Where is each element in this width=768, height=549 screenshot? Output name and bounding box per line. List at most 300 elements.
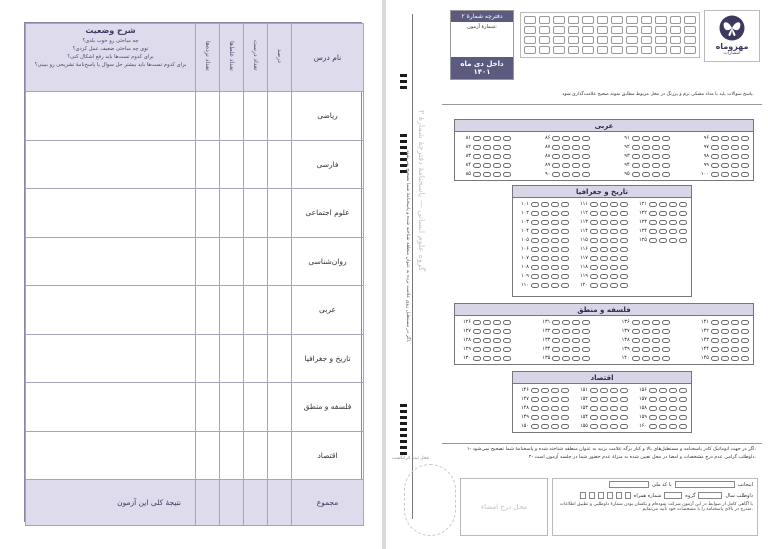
answer-bubble[interactable]	[662, 163, 670, 168]
answer-bubble[interactable]	[541, 220, 549, 225]
answer-bubble[interactable]	[493, 338, 501, 343]
code-bubble[interactable]	[524, 36, 536, 44]
code-bubble[interactable]	[684, 26, 696, 34]
answer-bubble[interactable]	[642, 338, 650, 343]
answer-bubble[interactable]	[731, 136, 739, 141]
subject-count-cell[interactable]	[244, 431, 268, 480]
answer-bubble[interactable]	[483, 338, 491, 343]
answer-bubble[interactable]	[620, 424, 628, 429]
answer-bubble[interactable]	[711, 329, 719, 334]
subject-count-cell[interactable]	[268, 140, 292, 189]
subject-description-cell[interactable]	[26, 189, 196, 238]
answer-bubble[interactable]	[649, 229, 657, 234]
answer-bubble[interactable]	[551, 415, 559, 420]
answer-bubble[interactable]	[590, 229, 598, 234]
answer-bubble[interactable]	[572, 154, 580, 159]
answer-bubble[interactable]	[711, 154, 719, 159]
answer-bubble[interactable]	[473, 329, 481, 334]
answer-bubble[interactable]	[590, 238, 598, 243]
answer-bubble[interactable]	[669, 238, 677, 243]
subject-count-cell[interactable]	[196, 286, 220, 335]
answer-bubble[interactable]	[632, 329, 640, 334]
answer-bubble[interactable]	[503, 172, 511, 177]
answer-bubble[interactable]	[552, 145, 560, 150]
subject-description-cell[interactable]	[26, 140, 196, 189]
total-cell[interactable]	[220, 480, 244, 526]
answer-bubble[interactable]	[662, 329, 670, 334]
answer-bubble[interactable]	[590, 424, 598, 429]
code-bubble[interactable]	[597, 16, 609, 24]
answer-bubble[interactable]	[642, 172, 650, 177]
answer-bubble[interactable]	[741, 338, 749, 343]
answer-bubble[interactable]	[632, 338, 640, 343]
answer-bubble[interactable]	[572, 172, 580, 177]
answer-bubble[interactable]	[582, 320, 590, 325]
answer-bubble[interactable]	[562, 347, 570, 352]
answer-bubble[interactable]	[600, 247, 608, 252]
answer-bubble[interactable]	[741, 154, 749, 159]
answer-bubble[interactable]	[649, 397, 657, 402]
subject-count-cell[interactable]	[220, 92, 244, 141]
answer-bubble[interactable]	[662, 154, 670, 159]
code-bubble[interactable]	[553, 16, 565, 24]
answer-bubble[interactable]	[582, 338, 590, 343]
answer-bubble[interactable]	[659, 397, 667, 402]
answer-bubble[interactable]	[541, 238, 549, 243]
answer-bubble[interactable]	[721, 172, 729, 177]
answer-bubble[interactable]	[669, 397, 677, 402]
code-bubble[interactable]	[611, 36, 623, 44]
answer-bubble[interactable]	[662, 320, 670, 325]
answer-bubble[interactable]	[649, 211, 657, 216]
answer-bubble[interactable]	[741, 145, 749, 150]
answer-bubble[interactable]	[503, 154, 511, 159]
answer-bubble[interactable]	[610, 247, 618, 252]
subject-count-cell[interactable]	[244, 189, 268, 238]
national-code-field[interactable]	[609, 481, 649, 488]
code-bubble[interactable]	[582, 36, 594, 44]
code-bubble[interactable]	[670, 46, 682, 54]
subject-count-cell[interactable]	[196, 431, 220, 480]
answer-bubble[interactable]	[551, 202, 559, 207]
code-bubble[interactable]	[684, 46, 696, 54]
answer-bubble[interactable]	[632, 154, 640, 159]
subject-count-cell[interactable]	[244, 237, 268, 286]
answer-bubble[interactable]	[741, 347, 749, 352]
answer-bubble[interactable]	[620, 283, 628, 288]
answer-bubble[interactable]	[679, 424, 687, 429]
subject-count-cell[interactable]	[220, 334, 244, 383]
answer-bubble[interactable]	[473, 347, 481, 352]
answer-bubble[interactable]	[562, 154, 570, 159]
answer-bubble[interactable]	[483, 136, 491, 141]
answer-bubble[interactable]	[731, 145, 739, 150]
answer-bubble[interactable]	[531, 274, 539, 279]
answer-bubble[interactable]	[610, 229, 618, 234]
answer-bubble[interactable]	[721, 136, 729, 141]
subject-count-cell[interactable]	[268, 237, 292, 286]
name-field[interactable]	[675, 481, 735, 488]
subject-description-cell[interactable]	[26, 237, 196, 286]
answer-bubble[interactable]	[652, 320, 660, 325]
answer-bubble[interactable]	[610, 406, 618, 411]
answer-bubble[interactable]	[662, 136, 670, 141]
answer-bubble[interactable]	[731, 172, 739, 177]
subject-count-cell[interactable]	[244, 286, 268, 335]
answer-bubble[interactable]	[503, 163, 511, 168]
subject-count-cell[interactable]	[244, 140, 268, 189]
subject-count-cell[interactable]	[244, 334, 268, 383]
answer-bubble[interactable]	[652, 163, 660, 168]
answer-bubble[interactable]	[600, 283, 608, 288]
answer-bubble[interactable]	[483, 329, 491, 334]
answer-bubble[interactable]	[503, 136, 511, 141]
answer-bubble[interactable]	[642, 163, 650, 168]
answer-bubble[interactable]	[659, 238, 667, 243]
code-bubble[interactable]	[582, 16, 594, 24]
code-bubble[interactable]	[655, 46, 667, 54]
answer-bubble[interactable]	[600, 238, 608, 243]
answer-bubble[interactable]	[561, 415, 569, 420]
code-bubble[interactable]	[655, 26, 667, 34]
answer-bubble[interactable]	[503, 356, 511, 361]
answer-bubble[interactable]	[531, 424, 539, 429]
answer-bubble[interactable]	[493, 136, 501, 141]
subject-description-cell[interactable]	[26, 383, 196, 432]
code-bubble[interactable]	[553, 46, 565, 54]
code-bubble[interactable]	[684, 16, 696, 24]
answer-bubble[interactable]	[669, 220, 677, 225]
answer-bubble[interactable]	[473, 320, 481, 325]
subject-count-cell[interactable]	[220, 383, 244, 432]
subject-count-cell[interactable]	[268, 189, 292, 238]
answer-bubble[interactable]	[531, 406, 539, 411]
answer-bubble[interactable]	[662, 347, 670, 352]
answer-bubble[interactable]	[590, 202, 598, 207]
answer-bubble[interactable]	[572, 163, 580, 168]
answer-bubble[interactable]	[562, 136, 570, 141]
answer-bubble[interactable]	[610, 220, 618, 225]
answer-bubble[interactable]	[731, 320, 739, 325]
subject-count-cell[interactable]	[196, 92, 220, 141]
answer-bubble[interactable]	[610, 211, 618, 216]
answer-bubble[interactable]	[541, 265, 549, 270]
code-bubble[interactable]	[539, 26, 551, 34]
answer-bubble[interactable]	[551, 406, 559, 411]
code-bubble[interactable]	[626, 26, 638, 34]
answer-bubble[interactable]	[679, 397, 687, 402]
answer-bubble[interactable]	[600, 274, 608, 279]
answer-bubble[interactable]	[669, 406, 677, 411]
answer-bubble[interactable]	[531, 211, 539, 216]
code-bubble[interactable]	[539, 46, 551, 54]
answer-bubble[interactable]	[642, 329, 650, 334]
answer-bubble[interactable]	[531, 388, 539, 393]
answer-bubble[interactable]	[652, 356, 660, 361]
answer-bubble[interactable]	[590, 388, 598, 393]
year-field[interactable]	[698, 492, 722, 499]
answer-bubble[interactable]	[590, 211, 598, 216]
answer-bubble[interactable]	[659, 406, 667, 411]
subject-description-cell[interactable]	[26, 286, 196, 335]
answer-bubble[interactable]	[541, 406, 549, 411]
code-bubble[interactable]	[597, 36, 609, 44]
answer-bubble[interactable]	[620, 388, 628, 393]
digit-box[interactable]	[625, 492, 631, 499]
answer-bubble[interactable]	[561, 229, 569, 234]
answer-bubble[interactable]	[541, 424, 549, 429]
answer-bubble[interactable]	[552, 163, 560, 168]
subject-count-cell[interactable]	[244, 383, 268, 432]
code-bubble[interactable]	[539, 16, 551, 24]
answer-bubble[interactable]	[551, 388, 559, 393]
answer-bubble[interactable]	[483, 145, 491, 150]
answer-bubble[interactable]	[731, 338, 739, 343]
answer-bubble[interactable]	[561, 274, 569, 279]
answer-bubble[interactable]	[473, 145, 481, 150]
answer-bubble[interactable]	[531, 238, 539, 243]
answer-bubble[interactable]	[669, 202, 677, 207]
answer-bubble[interactable]	[552, 356, 560, 361]
answer-bubble[interactable]	[483, 154, 491, 159]
code-bubble[interactable]	[582, 46, 594, 54]
answer-bubble[interactable]	[679, 415, 687, 420]
answer-bubble[interactable]	[561, 406, 569, 411]
answer-bubble[interactable]	[561, 424, 569, 429]
answer-bubble[interactable]	[551, 424, 559, 429]
answer-bubble[interactable]	[552, 347, 560, 352]
total-cell[interactable]	[244, 480, 268, 526]
answer-bubble[interactable]	[561, 238, 569, 243]
answer-bubble[interactable]	[590, 406, 598, 411]
answer-bubble[interactable]	[649, 415, 657, 420]
answer-bubble[interactable]	[679, 220, 687, 225]
answer-bubble[interactable]	[473, 172, 481, 177]
answer-bubble[interactable]	[620, 211, 628, 216]
answer-bubble[interactable]	[561, 265, 569, 270]
answer-bubble[interactable]	[711, 172, 719, 177]
answer-bubble[interactable]	[572, 145, 580, 150]
answer-bubble[interactable]	[679, 211, 687, 216]
answer-bubble[interactable]	[610, 424, 618, 429]
answer-bubble[interactable]	[642, 356, 650, 361]
subject-count-cell[interactable]	[268, 286, 292, 335]
subject-count-cell[interactable]	[220, 189, 244, 238]
code-bubble[interactable]	[641, 46, 653, 54]
answer-bubble[interactable]	[503, 329, 511, 334]
answer-bubble[interactable]	[600, 406, 608, 411]
code-bubble[interactable]	[539, 36, 551, 44]
answer-bubble[interactable]	[552, 154, 560, 159]
answer-bubble[interactable]	[493, 320, 501, 325]
answer-bubble[interactable]	[659, 211, 667, 216]
candidate-code-grid[interactable]	[520, 12, 700, 58]
answer-bubble[interactable]	[632, 136, 640, 141]
code-bubble[interactable]	[568, 26, 580, 34]
digit-box[interactable]	[589, 492, 595, 499]
answer-bubble[interactable]	[590, 256, 598, 261]
answer-bubble[interactable]	[711, 347, 719, 352]
answer-bubble[interactable]	[562, 338, 570, 343]
answer-bubble[interactable]	[632, 163, 640, 168]
digit-box[interactable]	[580, 492, 586, 499]
answer-bubble[interactable]	[582, 154, 590, 159]
digit-box[interactable]	[607, 492, 613, 499]
answer-bubble[interactable]	[620, 406, 628, 411]
answer-bubble[interactable]	[741, 356, 749, 361]
answer-bubble[interactable]	[711, 163, 719, 168]
code-bubble[interactable]	[553, 26, 565, 34]
answer-bubble[interactable]	[562, 163, 570, 168]
code-bubble[interactable]	[568, 46, 580, 54]
answer-bubble[interactable]	[552, 136, 560, 141]
subject-count-cell[interactable]	[268, 431, 292, 480]
answer-bubble[interactable]	[562, 329, 570, 334]
answer-bubble[interactable]	[552, 172, 560, 177]
answer-bubble[interactable]	[610, 238, 618, 243]
answer-bubble[interactable]	[600, 415, 608, 420]
total-cell[interactable]	[196, 480, 220, 526]
answer-bubble[interactable]	[600, 211, 608, 216]
answer-bubble[interactable]	[669, 229, 677, 234]
answer-bubble[interactable]	[582, 329, 590, 334]
answer-bubble[interactable]	[473, 163, 481, 168]
digit-box[interactable]	[598, 492, 604, 499]
answer-bubble[interactable]	[541, 247, 549, 252]
code-bubble[interactable]	[568, 16, 580, 24]
answer-bubble[interactable]	[541, 202, 549, 207]
answer-bubble[interactable]	[711, 136, 719, 141]
answer-bubble[interactable]	[620, 265, 628, 270]
answer-bubble[interactable]	[721, 338, 729, 343]
answer-bubble[interactable]	[649, 220, 657, 225]
answer-bubble[interactable]	[741, 172, 749, 177]
answer-bubble[interactable]	[551, 397, 559, 402]
answer-bubble[interactable]	[561, 247, 569, 252]
answer-bubble[interactable]	[562, 172, 570, 177]
answer-bubble[interactable]	[731, 347, 739, 352]
answer-bubble[interactable]	[620, 256, 628, 261]
answer-bubble[interactable]	[582, 145, 590, 150]
answer-bubble[interactable]	[600, 229, 608, 234]
answer-bubble[interactable]	[741, 136, 749, 141]
answer-bubble[interactable]	[473, 136, 481, 141]
answer-bubble[interactable]	[662, 356, 670, 361]
answer-bubble[interactable]	[711, 320, 719, 325]
answer-bubble[interactable]	[632, 356, 640, 361]
code-bubble[interactable]	[641, 36, 653, 44]
answer-bubble[interactable]	[662, 172, 670, 177]
answer-bubble[interactable]	[483, 163, 491, 168]
code-bubble[interactable]	[568, 36, 580, 44]
answer-bubble[interactable]	[711, 145, 719, 150]
answer-bubble[interactable]	[551, 229, 559, 234]
answer-bubble[interactable]	[610, 397, 618, 402]
answer-bubble[interactable]	[590, 397, 598, 402]
signature-box[interactable]	[460, 478, 548, 536]
answer-bubble[interactable]	[541, 211, 549, 216]
answer-bubble[interactable]	[642, 154, 650, 159]
answer-bubble[interactable]	[561, 202, 569, 207]
answer-bubble[interactable]	[572, 329, 580, 334]
code-bubble[interactable]	[670, 16, 682, 24]
answer-bubble[interactable]	[652, 347, 660, 352]
code-bubble[interactable]	[626, 46, 638, 54]
subject-description-cell[interactable]	[26, 92, 196, 141]
answer-bubble[interactable]	[610, 283, 618, 288]
answer-bubble[interactable]	[610, 265, 618, 270]
answer-bubble[interactable]	[620, 202, 628, 207]
answer-bubble[interactable]	[652, 338, 660, 343]
subject-count-cell[interactable]	[196, 237, 220, 286]
subject-count-cell[interactable]	[220, 286, 244, 335]
answer-bubble[interactable]	[493, 163, 501, 168]
answer-bubble[interactable]	[679, 202, 687, 207]
answer-bubble[interactable]	[561, 397, 569, 402]
answer-bubble[interactable]	[551, 256, 559, 261]
answer-bubble[interactable]	[551, 247, 559, 252]
answer-bubble[interactable]	[561, 211, 569, 216]
answer-bubble[interactable]	[590, 415, 598, 420]
subject-count-cell[interactable]	[268, 92, 292, 141]
answer-bubble[interactable]	[649, 406, 657, 411]
answer-bubble[interactable]	[620, 247, 628, 252]
answer-bubble[interactable]	[541, 229, 549, 234]
answer-bubble[interactable]	[551, 274, 559, 279]
total-cell[interactable]	[268, 480, 292, 526]
code-bubble[interactable]	[611, 46, 623, 54]
answer-bubble[interactable]	[531, 283, 539, 288]
answer-bubble[interactable]	[652, 154, 660, 159]
answer-bubble[interactable]	[541, 283, 549, 288]
answer-bubble[interactable]	[483, 172, 491, 177]
answer-bubble[interactable]	[562, 145, 570, 150]
code-bubble[interactable]	[611, 26, 623, 34]
answer-bubble[interactable]	[600, 202, 608, 207]
answer-bubble[interactable]	[503, 347, 511, 352]
answer-bubble[interactable]	[561, 388, 569, 393]
subject-count-cell[interactable]	[220, 431, 244, 480]
answer-bubble[interactable]	[590, 274, 598, 279]
answer-bubble[interactable]	[721, 356, 729, 361]
answer-bubble[interactable]	[473, 154, 481, 159]
subject-count-cell[interactable]	[196, 140, 220, 189]
answer-bubble[interactable]	[652, 329, 660, 334]
answer-bubble[interactable]	[721, 154, 729, 159]
answer-bubble[interactable]	[503, 145, 511, 150]
answer-bubble[interactable]	[590, 247, 598, 252]
answer-bubble[interactable]	[531, 265, 539, 270]
answer-bubble[interactable]	[620, 397, 628, 402]
answer-bubble[interactable]	[531, 256, 539, 261]
answer-bubble[interactable]	[483, 356, 491, 361]
answer-bubble[interactable]	[493, 347, 501, 352]
answer-bubble[interactable]	[731, 329, 739, 334]
answer-bubble[interactable]	[600, 265, 608, 270]
answer-bubble[interactable]	[503, 338, 511, 343]
answer-bubble[interactable]	[721, 347, 729, 352]
answer-bubble[interactable]	[600, 256, 608, 261]
code-bubble[interactable]	[655, 16, 667, 24]
code-bubble[interactable]	[597, 46, 609, 54]
answer-bubble[interactable]	[632, 347, 640, 352]
answer-bubble[interactable]	[711, 356, 719, 361]
code-bubble[interactable]	[684, 36, 696, 44]
answer-bubble[interactable]	[531, 397, 539, 402]
answer-bubble[interactable]	[572, 338, 580, 343]
answer-bubble[interactable]	[659, 202, 667, 207]
answer-bubble[interactable]	[669, 415, 677, 420]
